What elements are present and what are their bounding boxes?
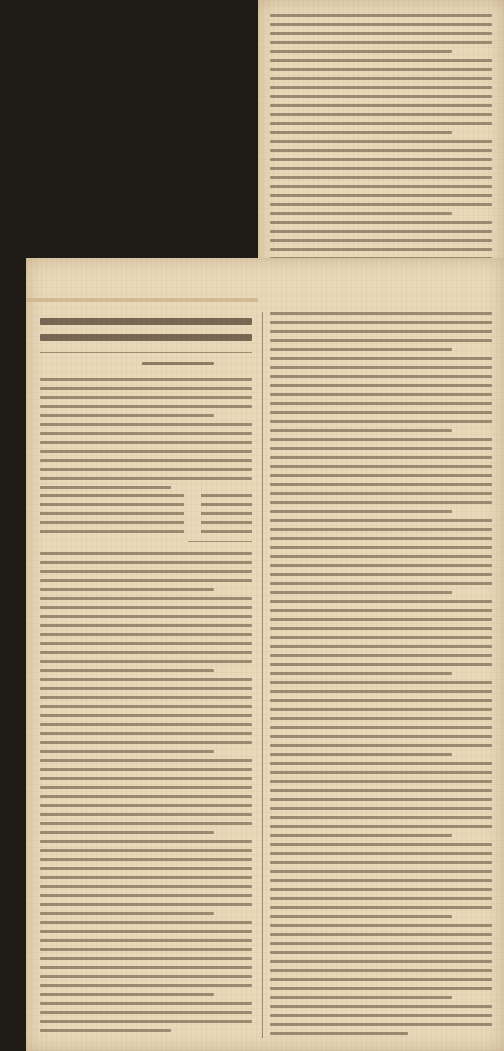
article-body-left-lower-line — [40, 669, 214, 672]
figures-table-label — [40, 530, 184, 533]
article-body-right-line — [270, 708, 492, 711]
article-body-left-lower-line — [40, 813, 252, 816]
figures-table-row — [40, 530, 252, 533]
article-body-right-line — [270, 771, 492, 774]
article-body-right-line — [270, 411, 492, 414]
article-body-left-lower-line — [40, 696, 252, 699]
article-body-left-lower-line — [40, 984, 252, 987]
figures-table-row — [40, 503, 252, 506]
article-body-left-lower-line — [40, 894, 252, 897]
continuation-column-text-line — [270, 68, 492, 71]
article-body-left-lower-line — [40, 885, 252, 888]
continuation-column-text-line — [270, 212, 452, 215]
article-body-left-lower-line — [40, 723, 252, 726]
article-body-left-lower-line — [40, 741, 252, 744]
article-body-left-lower-line — [40, 957, 252, 960]
article-body-left-upper-line — [40, 450, 252, 453]
continuation-column-text-line — [270, 158, 492, 161]
article-body-right-line — [270, 528, 492, 531]
article-body-left-lower-line — [40, 840, 252, 843]
article-body-left-lower-line — [40, 903, 252, 906]
article-body-right-line — [270, 330, 492, 333]
figures-total-rule — [188, 541, 252, 542]
article-body-left-upper-line — [40, 423, 252, 426]
article-body-right-line — [270, 744, 492, 747]
article-body-right-line — [270, 672, 452, 675]
article-body-right-line — [270, 807, 492, 810]
article-body-left-upper-line — [40, 414, 214, 417]
continuation-column-text-line — [270, 140, 492, 143]
article-body-left-lower-line — [40, 552, 252, 555]
article-body-right-line — [270, 726, 492, 729]
continuation-column-text-line — [270, 104, 492, 107]
continuation-column-text-line — [270, 113, 492, 116]
article-body-left-lower-line — [40, 876, 252, 879]
article-body-right-line — [270, 474, 492, 477]
article-body-left-lower-line — [40, 966, 252, 969]
article-body-right-line — [270, 888, 492, 891]
figures-table-label — [40, 494, 184, 497]
article-body-left-lower-line — [40, 822, 252, 825]
article-body-left-upper-line — [40, 405, 252, 408]
article-body-right-line — [270, 942, 492, 945]
article-body-left-lower-line — [40, 579, 252, 582]
article-body-left-lower-line — [40, 561, 252, 564]
article-body-left-lower-line — [40, 777, 252, 780]
article-body-right-line — [270, 636, 492, 639]
figures-table-amount — [201, 512, 252, 515]
article-body-right-line — [270, 537, 492, 540]
article-body-left-lower-line — [40, 921, 252, 924]
article-body-left-lower-line — [40, 705, 252, 708]
article-body-right-line — [270, 339, 492, 342]
article-body-right-line — [270, 843, 492, 846]
article-body-left-lower-line — [40, 588, 214, 591]
continuation-column-text-line — [270, 167, 492, 170]
article-body-left-lower-line — [40, 597, 252, 600]
article-body-left-lower-line — [40, 867, 252, 870]
article-body-right-line — [270, 555, 492, 558]
article-body-right-line — [270, 1032, 408, 1035]
article-body-left-lower-line — [40, 849, 252, 852]
article-body-right-line — [270, 897, 492, 900]
continuation-column-text-line — [270, 221, 492, 224]
figures-table-amount — [201, 521, 252, 524]
article-body-left-lower-line — [40, 939, 252, 942]
article-body-right-line — [270, 978, 492, 981]
article-body-right-line — [270, 735, 492, 738]
article-headline-line — [40, 318, 252, 325]
article-body-right-line — [270, 501, 492, 504]
article-body-left-lower-line — [40, 651, 252, 654]
article-body-left-upper-line — [40, 396, 252, 399]
article-body-right-line — [270, 456, 492, 459]
article-body-left-lower-line — [40, 975, 252, 978]
continuation-column-text-line — [270, 176, 492, 179]
article-body-right-line — [270, 969, 492, 972]
article-body-left-upper-line — [40, 459, 252, 462]
article-body-right-line — [270, 690, 492, 693]
continuation-column-text — [270, 14, 492, 293]
article-body-right-line — [270, 717, 492, 720]
article-body-left-lower-line — [40, 804, 252, 807]
article-body-right-line — [270, 924, 492, 927]
article-body-left-lower-line — [40, 795, 252, 798]
article-body-right-line — [270, 618, 492, 621]
tear-mark — [26, 298, 258, 302]
article-body-left-lower-line — [40, 1020, 252, 1023]
article-body-left-lower-line — [40, 687, 252, 690]
continuation-column-text-line — [270, 194, 492, 197]
article-body-right — [270, 312, 492, 1041]
figures-table-amount — [201, 530, 252, 533]
article-body-right-line — [270, 834, 452, 837]
figures-table-amount — [201, 503, 252, 506]
article-body-right-line — [270, 546, 492, 549]
figures-table-label — [40, 512, 184, 515]
article-body-right-line — [270, 906, 492, 909]
figures-table-amount — [201, 494, 252, 497]
article-body-right-line — [270, 762, 492, 765]
article-body-right-line — [270, 789, 492, 792]
continuation-column-text-line — [270, 14, 492, 17]
article-body-left-lower-line — [40, 642, 252, 645]
article-body-left-lower — [40, 552, 252, 1038]
article-body-right-line — [270, 465, 492, 468]
article-body-left-lower-line — [40, 930, 252, 933]
article-body-left-lower-line — [40, 714, 252, 717]
article-headline — [40, 318, 252, 350]
article-body-left-lower-line — [40, 1002, 252, 1005]
article-body-right-line — [270, 609, 492, 612]
figures-table-label — [40, 521, 184, 524]
figures-table-label — [40, 503, 184, 506]
article-body-right-line — [270, 519, 492, 522]
article-body-right-line — [270, 798, 492, 801]
article-body-right-line — [270, 312, 492, 315]
article-body-right-line — [270, 654, 492, 657]
article-body-right-line — [270, 348, 452, 351]
article-body-right-line — [270, 879, 492, 882]
article-body-right-line — [270, 564, 492, 567]
article-body-right-line — [270, 816, 492, 819]
continuation-column-text-line — [270, 149, 492, 152]
article-body-left-lower-line — [40, 948, 252, 951]
article-body-right-line — [270, 357, 492, 360]
continuation-column-text-line — [270, 239, 492, 242]
article-body-left-upper-line — [40, 468, 252, 471]
article-body-right-line — [270, 366, 492, 369]
figures-table-row — [40, 521, 252, 524]
article-body-right-line — [270, 321, 492, 324]
article-body-left-lower-line — [40, 759, 252, 762]
article-body-left-lower-line — [40, 660, 252, 663]
article-body-right-line — [270, 1023, 492, 1026]
article-dateline — [40, 362, 252, 371]
article-body-right-line — [270, 420, 492, 423]
article-body-left-lower-line — [40, 912, 214, 915]
article-body-left-upper-line — [40, 486, 171, 489]
article-body-left-lower-line — [40, 831, 214, 834]
continuation-column-text-line — [270, 32, 492, 35]
continuation-column-text-line — [270, 50, 452, 53]
article-dateline-line — [142, 362, 214, 365]
article-body-left-lower-line — [40, 1029, 171, 1032]
article-headline-line — [40, 334, 252, 341]
article-body-right-line — [270, 699, 492, 702]
article-body-left-lower-line — [40, 732, 252, 735]
article-body-left-upper-line — [40, 432, 252, 435]
continuation-column-text-line — [270, 203, 492, 206]
article-body-left-upper-line — [40, 441, 252, 444]
article-body-right-line — [270, 384, 492, 387]
article-body-right-line — [270, 753, 452, 756]
continuation-column-text-line — [270, 131, 452, 134]
article-body-right-line — [270, 483, 492, 486]
article-body-right-line — [270, 663, 492, 666]
article-body-left-upper-line — [40, 477, 252, 480]
article-body-right-line — [270, 375, 492, 378]
continuation-column-text-line — [270, 122, 492, 125]
article-body-right-line — [270, 996, 452, 999]
continuation-column-text-line — [270, 41, 492, 44]
article-body-left-upper-line — [40, 387, 252, 390]
article-body-right-line — [270, 582, 492, 585]
article-body-right-line — [270, 627, 492, 630]
article-body-right-line — [270, 825, 492, 828]
continuation-column-text-line — [270, 77, 492, 80]
article-body-right-line — [270, 1014, 492, 1017]
article-body-right-line — [270, 573, 492, 576]
article-body-right-line — [270, 429, 452, 432]
article-body-right-line — [270, 645, 492, 648]
article-body-left-lower-line — [40, 993, 214, 996]
article-body-left-lower-line — [40, 786, 252, 789]
article-body-right-line — [270, 960, 492, 963]
article-body-left-lower-line — [40, 858, 252, 861]
continuation-column-text-line — [270, 95, 492, 98]
article-body-right-line — [270, 600, 492, 603]
article-body-left-upper — [40, 378, 252, 495]
article-body-left-lower-line — [40, 624, 252, 627]
article-body-left-upper-line — [40, 378, 252, 381]
article-body-right-line — [270, 681, 492, 684]
article-body-right-line — [270, 915, 452, 918]
article-body-left-lower-line — [40, 750, 214, 753]
continuation-column-text-line — [270, 59, 492, 62]
article-body-right-line — [270, 492, 492, 495]
column-divider — [262, 312, 263, 1038]
headline-rule — [40, 352, 252, 353]
continuation-column-text-line — [270, 230, 492, 233]
figures-table — [40, 494, 252, 539]
article-body-right-line — [270, 1005, 492, 1008]
article-body-right-line — [270, 780, 492, 783]
article-body-left-lower-line — [40, 768, 252, 771]
article-body-right-line — [270, 402, 492, 405]
article-body-right-line — [270, 951, 492, 954]
article-body-right-line — [270, 933, 492, 936]
article-body-right-line — [270, 438, 492, 441]
article-body-right-line — [270, 861, 492, 864]
article-body-right-line — [270, 870, 492, 873]
article-body-right-line — [270, 591, 452, 594]
article-body-right-line — [270, 852, 492, 855]
continuation-column-text-line — [270, 86, 492, 89]
article-body-left-lower-line — [40, 606, 252, 609]
article-body-left-lower-line — [40, 570, 252, 573]
article-body-left-lower-line — [40, 615, 252, 618]
article-body-left-lower-line — [40, 1011, 252, 1014]
article-body-left-lower-line — [40, 678, 252, 681]
article-body-right-line — [270, 510, 452, 513]
continuation-column-text-line — [270, 248, 492, 251]
article-body-right-line — [270, 987, 492, 990]
article-body-right-line — [270, 393, 492, 396]
figures-table-row — [40, 494, 252, 497]
continuation-column-text-line — [270, 185, 492, 188]
article-body-left-lower-line — [40, 633, 252, 636]
figures-table-row — [40, 512, 252, 515]
continuation-column-text-line — [270, 23, 492, 26]
article-body-right-line — [270, 447, 492, 450]
